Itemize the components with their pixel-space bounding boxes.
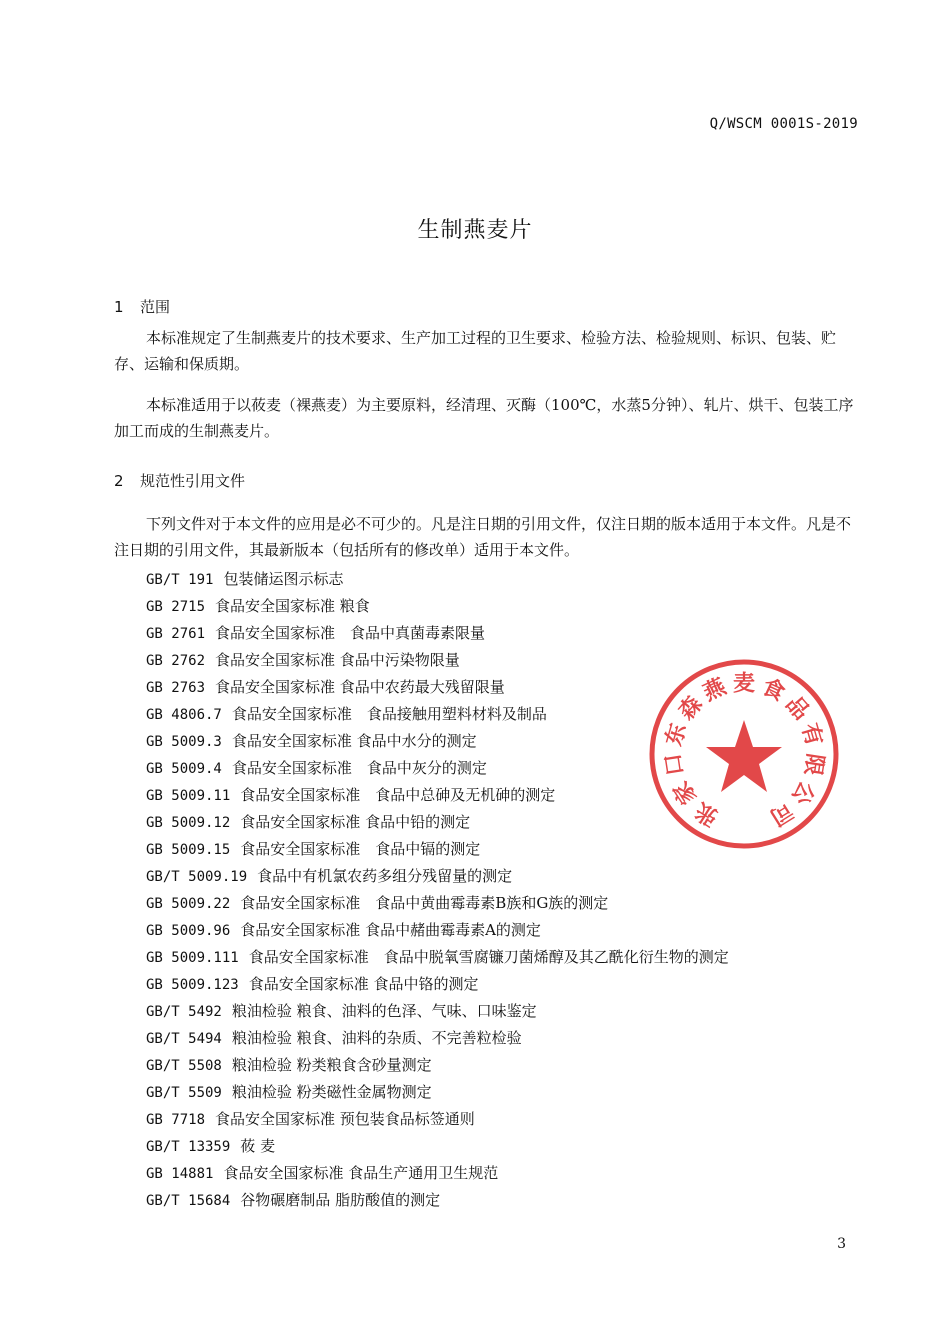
section-title: 规范性引用文件	[140, 472, 246, 490]
reference-title: 食品安全国家标准 食品中灰分的测定	[231, 759, 487, 777]
reference-title: 食品安全国家标准 粮食	[215, 597, 370, 615]
reference-code: GB/T 15684	[146, 1193, 231, 1209]
reference-title: 食品安全国家标准 食品中镉的测定	[240, 840, 481, 858]
reference-code: GB 2762	[146, 653, 206, 669]
section-heading-normative-references	[114, 470, 245, 491]
normative-intro-paragraph: 下列文件对于本文件的应用是必不可少的。凡是注日期的引用文件，仅注日期的版本适用于本文件。凡是不注日期的引用文件，其最新版本（包括所有的修改单）适用于本文件。	[114, 515, 852, 559]
reference-code: GB 2763	[146, 680, 206, 696]
seal-character: 限	[799, 751, 828, 778]
reference-code: GB/T 5492	[146, 1004, 222, 1020]
scope-paragraph-1: 本标准规定了生制燕麦片的技术要求、生产加工过程的卫生要求、检验方法、检验规则、标识、包装、贮存、运输和保质期。	[114, 329, 837, 373]
seal-character: 麦	[732, 671, 756, 697]
reference-item	[146, 593, 729, 620]
reference-code: GB 5009.96	[146, 923, 231, 939]
reference-title: 莜 麦	[240, 1137, 276, 1155]
standard-id: Q/WSCM 0001S-2019	[709, 116, 858, 132]
reference-item	[146, 917, 729, 944]
reference-title: 粮油检验 粮食、油料的杂质、不完善粒检验	[231, 1029, 522, 1047]
reference-item	[146, 674, 729, 701]
section-number: 2	[114, 472, 124, 490]
seal-character: 张	[690, 796, 723, 830]
seal-star-icon	[706, 720, 782, 792]
reference-code: GB/T 5009.19	[146, 869, 248, 885]
reference-item	[146, 1160, 729, 1187]
reference-item	[146, 890, 729, 917]
reference-title: 食品安全国家标准 食品生产通用卫生规范	[223, 1164, 499, 1182]
reference-code: GB 5009.111	[146, 950, 239, 966]
reference-title: 食品安全国家标准 食品中铅的测定	[240, 813, 471, 831]
seal-character: 口	[660, 751, 689, 778]
document-title: 生制燕麦片	[417, 218, 533, 243]
seal-character: 食	[757, 674, 789, 707]
reference-title: 食品安全国家标准 食品中真菌毒素限量	[215, 624, 486, 642]
reference-item	[146, 620, 729, 647]
reference-code: GB 5009.4	[146, 761, 222, 777]
reference-title: 食品安全国家标准 食品接触用塑料材料及制品	[231, 705, 547, 723]
reference-item	[146, 1106, 729, 1133]
reference-item	[146, 863, 729, 890]
reference-code: GB 4806.7	[146, 707, 222, 723]
reference-code: GB 5009.123	[146, 977, 239, 993]
reference-title: 食品安全国家标准 食品中总砷及无机砷的测定	[240, 786, 556, 804]
reference-code: GB/T 5494	[146, 1031, 222, 1047]
reference-title: 食品中有机氯农药多组分残留量的测定	[257, 867, 513, 885]
reference-title: 食品安全国家标准 预包装食品标签通则	[215, 1110, 475, 1128]
reference-code: GB 5009.3	[146, 734, 222, 750]
reference-title: 食品安全国家标准 食品中赭曲霉毒素A的测定	[240, 921, 541, 939]
seal-character: 东	[661, 720, 692, 749]
reference-item	[146, 755, 729, 782]
reference-item	[146, 971, 729, 998]
reference-title: 食品安全国家标准 食品中污染物限量	[215, 651, 460, 669]
reference-item	[146, 944, 729, 971]
reference-code: GB 5009.11	[146, 788, 231, 804]
reference-code: GB 5009.12	[146, 815, 231, 831]
reference-code: GB 5009.22	[146, 896, 231, 912]
reference-title: 谷物碾磨制品 脂肪酸值的测定	[240, 1191, 441, 1209]
seal-character: 燕	[699, 674, 731, 707]
reference-item	[146, 647, 729, 674]
seal-character: 有	[796, 720, 827, 749]
section-heading-scope	[114, 296, 170, 317]
reference-item	[146, 1133, 729, 1160]
reference-code: GB 5009.15	[146, 842, 231, 858]
reference-title: 粮油检验 粉类粮食含砂量测定	[231, 1056, 432, 1074]
reference-item	[146, 782, 729, 809]
reference-title: 食品安全国家标准 食品中铬的测定	[248, 975, 479, 993]
reference-title: 食品安全国家标准 食品中黄曲霉毒素B族和G族的测定	[240, 894, 609, 912]
reference-code: GB 2715	[146, 599, 206, 615]
section-number: 1	[114, 298, 124, 316]
reference-code: GB/T 5508	[146, 1058, 222, 1074]
seal-character: 森	[674, 691, 708, 725]
company-seal	[644, 654, 844, 854]
page-number: 3	[837, 1236, 846, 1252]
reference-item	[146, 809, 729, 836]
reference-code: GB/T 13359	[146, 1139, 231, 1155]
reference-item	[146, 701, 729, 728]
reference-item	[146, 836, 729, 863]
reference-title: 粮油检验 粮食、油料的色泽、气味、口味鉴定	[231, 1002, 537, 1020]
reference-list	[146, 566, 729, 1214]
reference-title: 食品安全国家标准 食品中农药最大残留限量	[215, 678, 505, 696]
reference-title: 包装储运图示标志	[223, 570, 344, 588]
reference-item	[146, 566, 729, 593]
seal-character: 品	[780, 691, 814, 725]
reference-code: GB/T 191	[146, 572, 214, 588]
seal-character: 司	[765, 796, 798, 830]
scope-paragraph-2: 本标准适用于以莜麦（裸燕麦）为主要原料，经清理、灭酶（100℃，水蒸5分钟）、轧片、烘干、包装工序加工而成的生制燕麦片。	[114, 396, 854, 440]
seal-character: 公	[786, 776, 819, 809]
reference-item	[146, 1052, 729, 1079]
reference-item	[146, 1187, 729, 1214]
reference-code: GB/T 5509	[146, 1085, 222, 1101]
reference-code: GB 14881	[146, 1166, 214, 1182]
reference-code: GB 2761	[146, 626, 206, 642]
reference-item	[146, 728, 729, 755]
reference-item	[146, 1025, 729, 1052]
reference-item	[146, 998, 729, 1025]
reference-title: 食品安全国家标准 食品中水分的测定	[231, 732, 477, 750]
reference-item	[146, 1079, 729, 1106]
reference-code: GB 7718	[146, 1112, 206, 1128]
seal-character: 家	[669, 776, 702, 809]
reference-title: 食品安全国家标准 食品中脱氧雪腐镰刀菌烯醇及其乙酰化衍生物的测定	[248, 948, 729, 966]
reference-title: 粮油检验 粉类磁性金属物测定	[231, 1083, 432, 1101]
section-title: 范围	[140, 298, 171, 316]
